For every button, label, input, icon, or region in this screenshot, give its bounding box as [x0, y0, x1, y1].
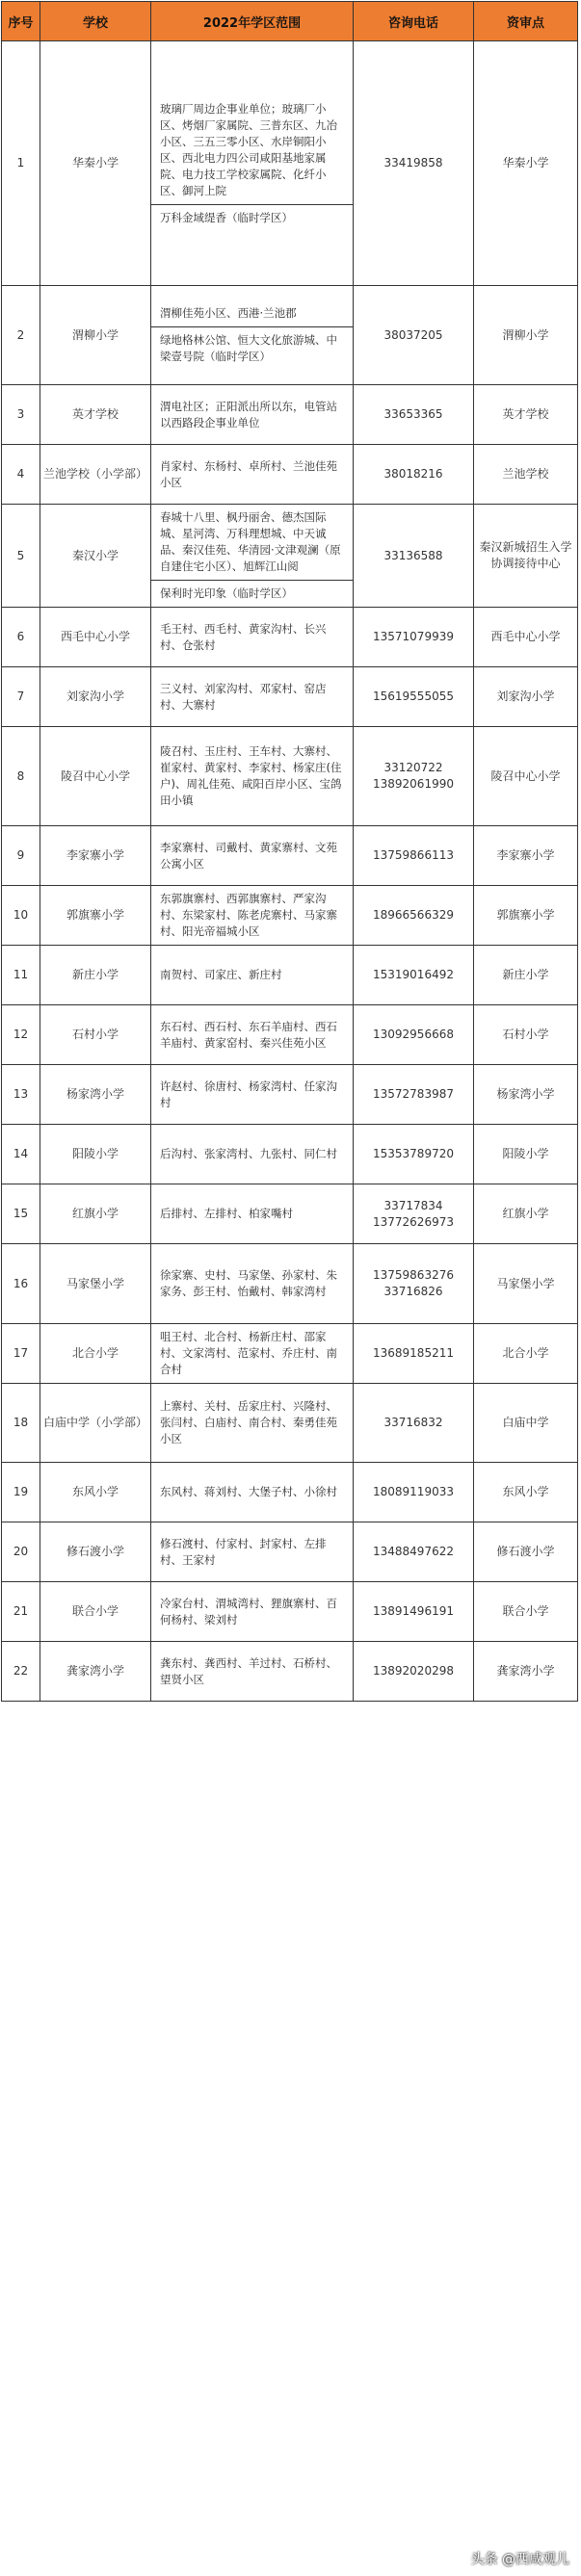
- row-number: 21: [2, 1582, 40, 1642]
- school-name: 联合小学: [40, 1582, 151, 1642]
- check-point: 渭柳小学: [474, 286, 578, 385]
- row-number: 7: [2, 667, 40, 727]
- table-row: [2, 608, 578, 667]
- phone-number: 38037205: [354, 286, 474, 385]
- zone-range: [151, 505, 354, 608]
- phone-number: 33717834 13772626973: [354, 1184, 474, 1244]
- school-name: 石村小学: [40, 1005, 151, 1065]
- phone-number: 13092956668: [354, 1005, 474, 1065]
- table-row: [2, 1244, 578, 1324]
- row-number: 19: [2, 1463, 40, 1522]
- zone-range-item: 东风村、蒋刘村、大堡子村、小徐村: [160, 1485, 337, 1498]
- zone-range: [151, 608, 354, 667]
- zone-range-item: 咀王村、北合村、杨新庄村、邵家村、文家湾村、范家村、乔庄村、南合村: [160, 1330, 337, 1376]
- zone-range-item: 后沟村、张家湾村、九张村、同仁村: [160, 1147, 337, 1160]
- school-name: 修石渡小学: [40, 1522, 151, 1582]
- zone-range-item: 东郭旗寨村、西郭旗寨村、严家沟村、东梁家村、陈老虎寨村、马家寨村、阳光帝福城小区: [160, 892, 337, 938]
- table-row: [2, 886, 578, 946]
- zone-range-item: 冷家台村、渭城湾村、狸旗寨村、百何杨村、梁刘村: [160, 1596, 337, 1626]
- zone-range-item: 龚东村、龚西村、羊过村、石桥村、望贤小区: [160, 1655, 337, 1686]
- phone-number: 13572783987: [354, 1065, 474, 1125]
- zone-range-item: 春城十八里、枫丹丽舍、德杰国际城、星河湾、万科理想城、中天诚品、秦汉佳苑、华清园·文津观澜（原自建住宅小区）、旭辉江山阅: [160, 510, 341, 573]
- table-body: [2, 41, 578, 1702]
- zone-range: [151, 1324, 354, 1384]
- zone-range: [151, 1005, 354, 1065]
- zone-range: [151, 1184, 354, 1244]
- phone-number: 18089119033: [354, 1463, 474, 1522]
- phone-number: 13689185211: [354, 1324, 474, 1384]
- zone-range-item: 东石村、西石村、东石羊庙村、西石羊庙村、黄家窑村、秦兴佳苑小区: [160, 1019, 337, 1050]
- row-number: 16: [2, 1244, 40, 1324]
- header-check-point: 资审点: [474, 2, 578, 41]
- phone-number: 18966566329: [354, 886, 474, 946]
- zone-range: [151, 1522, 354, 1582]
- school-name: 西毛中心小学: [40, 608, 151, 667]
- zone-range: [151, 1065, 354, 1125]
- phone-number: 33120722 13892061990: [354, 727, 474, 826]
- check-point: 东风小学: [474, 1463, 578, 1522]
- zone-range: [151, 826, 354, 886]
- school-name: 红旗小学: [40, 1184, 151, 1244]
- row-number: 20: [2, 1522, 40, 1582]
- table-row: [2, 727, 578, 826]
- school-name: 龚家湾小学: [40, 1642, 151, 1702]
- header-no: 序号: [2, 2, 40, 41]
- row-number: 12: [2, 1005, 40, 1065]
- school-name: 北合小学: [40, 1324, 151, 1384]
- zone-range-item: 万科金域缇香（临时学区）: [151, 204, 353, 231]
- school-name: 马家堡小学: [40, 1244, 151, 1324]
- zone-range: [151, 667, 354, 727]
- table-row: [2, 1384, 578, 1463]
- row-number: 1: [2, 41, 40, 286]
- zone-range: [151, 946, 354, 1005]
- row-number: 8: [2, 727, 40, 826]
- school-name: 秦汉小学: [40, 505, 151, 608]
- watermark: 头条 @西咸观儿: [470, 2552, 569, 2567]
- phone-number: 13571079939: [354, 608, 474, 667]
- school-name: 陵召中心小学: [40, 727, 151, 826]
- row-number: 14: [2, 1125, 40, 1184]
- row-number: 5: [2, 505, 40, 608]
- school-name: 兰池学校（小学部）: [40, 445, 151, 505]
- row-number: 17: [2, 1324, 40, 1384]
- check-point: 西毛中心小学: [474, 608, 578, 667]
- row-number: 2: [2, 286, 40, 385]
- check-point: 兰池学校: [474, 445, 578, 505]
- table-row: [2, 385, 578, 445]
- school-zone-table: [1, 1, 578, 1702]
- zone-range: [151, 886, 354, 946]
- phone-number: 13759866113: [354, 826, 474, 886]
- table-row: [2, 667, 578, 727]
- check-point: 李家寨小学: [474, 826, 578, 886]
- table-row: [2, 1324, 578, 1384]
- school-name: 郭旗寨小学: [40, 886, 151, 946]
- table-row: [2, 1125, 578, 1184]
- school-name: 白庙中学（小学部）: [40, 1384, 151, 1463]
- zone-range: [151, 727, 354, 826]
- phone-number: 33653365: [354, 385, 474, 445]
- phone-number: 33716832: [354, 1384, 474, 1463]
- table-row: [2, 286, 578, 385]
- zone-range-item: 许赵村、徐唐村、杨家湾村、任家沟村: [160, 1079, 337, 1109]
- school-name: 杨家湾小学: [40, 1065, 151, 1125]
- zone-range: [151, 1384, 354, 1463]
- check-point: 修石渡小学: [474, 1522, 578, 1582]
- zone-range-item: 李家寨村、司戴村、黄家寨村、文苑公寓小区: [160, 840, 337, 871]
- school-name: 东风小学: [40, 1463, 151, 1522]
- zone-range: [151, 1642, 354, 1702]
- check-point: 新庄小学: [474, 946, 578, 1005]
- row-number: 6: [2, 608, 40, 667]
- table-row: [2, 505, 578, 608]
- check-point: 阳陵小学: [474, 1125, 578, 1184]
- row-number: 10: [2, 886, 40, 946]
- phone-number: 13891496191: [354, 1582, 474, 1642]
- zone-range: [151, 1582, 354, 1642]
- zone-range-item: 玻璃厂周边企事业单位；玻璃厂小区、烤烟厂家属院、三普东区、九冶小区、三五三零小区、水岸铜阳小区、西北电力四公司咸阳基地家属院、电力技工学校家属院、化纤小区、御河上院: [160, 101, 337, 197]
- table-row: [2, 826, 578, 886]
- phone-number: 13892020298: [354, 1642, 474, 1702]
- check-point: 北合小学: [474, 1324, 578, 1384]
- phone-number: 15319016492: [354, 946, 474, 1005]
- check-point: 郭旗寨小学: [474, 886, 578, 946]
- zone-range-item: 后排村、左排村、柏家嘴村: [160, 1207, 293, 1220]
- row-number: 11: [2, 946, 40, 1005]
- phone-number: 13488497622: [354, 1522, 474, 1582]
- check-point: 石村小学: [474, 1005, 578, 1065]
- table-row: [2, 1005, 578, 1065]
- table-row: [2, 1463, 578, 1522]
- check-point: 杨家湾小学: [474, 1065, 578, 1125]
- table-row: [2, 1522, 578, 1582]
- header-phone: 咨询电话: [354, 2, 474, 41]
- row-number: 4: [2, 445, 40, 505]
- table-row: [2, 1065, 578, 1125]
- school-name: 阳陵小学: [40, 1125, 151, 1184]
- school-name: 华秦小学: [40, 41, 151, 286]
- table-header-row: [2, 2, 578, 41]
- zone-range: [151, 385, 354, 445]
- row-number: 22: [2, 1642, 40, 1702]
- check-point: 刘家沟小学: [474, 667, 578, 727]
- zone-range-item: 南贺村、司家庄、新庄村: [160, 968, 282, 981]
- zone-range-item: 三义村、刘家沟村、邓家村、窑店村、大寨村: [160, 681, 327, 712]
- table-row: [2, 41, 578, 286]
- check-point: 华秦小学: [474, 41, 578, 286]
- zone-range: [151, 41, 354, 286]
- zone-range-item: 渭电社区；正阳派出所以东，电管站以西路段企事业单位: [160, 399, 337, 429]
- check-point: 英才学校: [474, 385, 578, 445]
- table-row: [2, 445, 578, 505]
- check-point: 龚家湾小学: [474, 1642, 578, 1702]
- table-row: [2, 1184, 578, 1244]
- zone-range-item: 修石渡村、付家村、封家村、左排村、王家村: [160, 1536, 327, 1567]
- zone-range: [151, 445, 354, 505]
- zone-range-item: 毛王村、西毛村、黄家沟村、长兴村、仓张村: [160, 621, 327, 652]
- row-number: 18: [2, 1384, 40, 1463]
- school-name: 渭柳小学: [40, 286, 151, 385]
- table-row: [2, 1642, 578, 1702]
- check-point: 陵召中心小学: [474, 727, 578, 826]
- row-number: 15: [2, 1184, 40, 1244]
- header-range: 2022年学区范围: [151, 2, 354, 41]
- table-row: [2, 1582, 578, 1642]
- phone-number: 33419858: [354, 41, 474, 286]
- row-number: 3: [2, 385, 40, 445]
- phone-number: 13759863276 33716826: [354, 1244, 474, 1324]
- phone-number: 33136588: [354, 505, 474, 608]
- school-name: 新庄小学: [40, 946, 151, 1005]
- check-point: 红旗小学: [474, 1184, 578, 1244]
- school-name: 刘家沟小学: [40, 667, 151, 727]
- zone-range: [151, 1125, 354, 1184]
- row-number: 13: [2, 1065, 40, 1125]
- zone-range-item: 绿地格林公馆、恒大文化旅游城、中梁壹号院（临时学区）: [151, 326, 353, 370]
- check-point: 联合小学: [474, 1582, 578, 1642]
- zone-range-item: 肖家村、东杨村、卓所村、兰池佳苑小区: [160, 458, 337, 489]
- check-point: 白庙中学: [474, 1384, 578, 1463]
- zone-range-item: 渭柳佳苑小区、西港·兰池郡: [160, 306, 297, 320]
- check-point: 马家堡小学: [474, 1244, 578, 1324]
- zone-range-item: 上寨村、关村、岳家庄村、兴隆村、张闫村、白庙村、南合村、秦勇佳苑小区: [160, 1399, 337, 1445]
- zone-range-item: 保利时光印象（临时学区）: [151, 580, 353, 607]
- phone-number: 15353789720: [354, 1125, 474, 1184]
- zone-range-item: 陵召村、玉庄村、王车村、大寨村、崔家村、黄家村、李家村、杨家庄(住户)、周礼佳苑、咸阳百岸小区、宝鸽田小镇: [160, 744, 342, 807]
- table-row: [2, 946, 578, 1005]
- row-number: 9: [2, 826, 40, 886]
- check-point: 秦汉新城招生入学协调接待中心: [474, 505, 578, 608]
- school-name: 英才学校: [40, 385, 151, 445]
- school-name: 李家寨小学: [40, 826, 151, 886]
- zone-range: [151, 286, 354, 385]
- phone-number: 38018216: [354, 445, 474, 505]
- phone-number: 15619555055: [354, 667, 474, 727]
- zone-range-item: 徐家寨、史村、马家堡、孙家村、朱家务、彭王村、怡戴村、韩家湾村: [160, 1268, 337, 1298]
- zone-range: [151, 1463, 354, 1522]
- zone-range: [151, 1244, 354, 1324]
- header-school: 学校: [40, 2, 151, 41]
